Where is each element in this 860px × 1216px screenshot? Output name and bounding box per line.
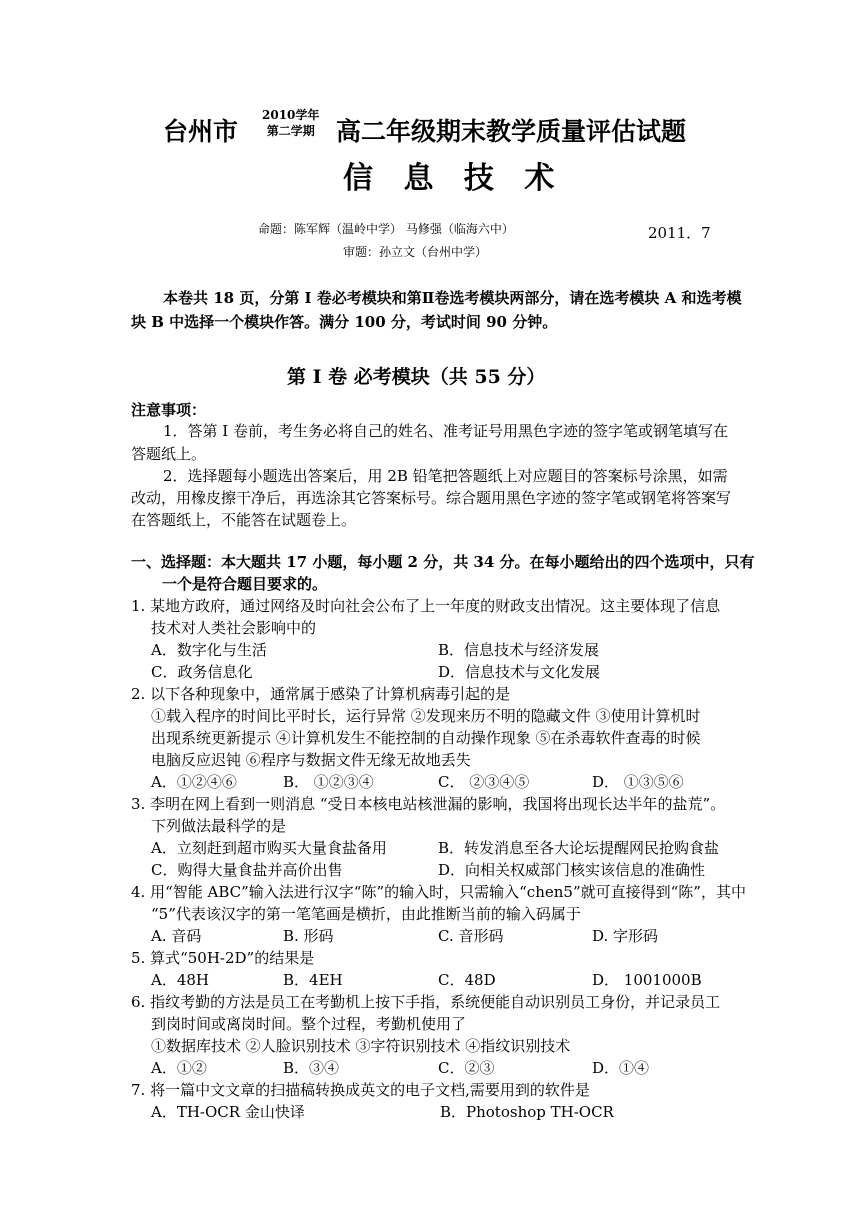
q6-stem-line-3: ①数据库技术 ②人脸识别技术 ③字符识别技术 ④指纹识别技术 (151, 1037, 571, 1055)
q2-option-b: B． ①②③④ (283, 773, 374, 791)
note-2-line-1: 2．选择题每小题选出答案后，用 2B 铅笔把答题纸上对应题目的答案标号涂黑，如需 (163, 467, 728, 485)
exam-date: 2011．7 (648, 224, 711, 242)
q6-option-c: C．②③ (438, 1059, 495, 1077)
q5-option-c: C．48D (438, 971, 496, 989)
q6-stem-line-1: 6. 指纹考勤的方法是员工在考勤机上按下手指，系统便能自动识别员工身份，并记录员工 (131, 993, 721, 1011)
q1-option-c: C．政务信息化 (151, 663, 253, 681)
q4-option-a: A. 音码 (151, 927, 202, 945)
q6-stem-line-2: 到岗时间或离岗时间。整个过程，考勤机使用了 (151, 1015, 467, 1033)
header-year: 2010学年 (262, 108, 320, 122)
q3-option-a: A．立刻赶到超市购买大量食盐备用 (151, 839, 387, 857)
authors-line: 命题：陈军辉（温岭中学） 马修强（临海六中） (258, 222, 514, 236)
q7-option-b: B．Photoshop TH-OCR (440, 1103, 614, 1121)
q2-option-c: C． ②③④⑤ (438, 773, 530, 791)
page-title: 高二年级期末教学质量评估试题 (336, 117, 687, 146)
q2-stem-line-3: 出现系统更新提示 ④计算机发生不能控制的自动操作现象 ⑤在杀毒软件查毒的时候 (151, 729, 701, 747)
q4-stem-line-2: “5”代表该汉字的第一笔笔画是横折，由此推断当前的输入码属于 (151, 905, 581, 923)
part1-heading-line-1: 一、选择题：本大题共 17 小题，每小题 2 分，共 34 分。在每小题给出的四个选项中，只有 (131, 553, 755, 571)
header-city: 台州市 (163, 117, 239, 146)
header-semester: 第二学期 (266, 124, 315, 138)
q4-option-b: B. 形码 (283, 927, 334, 945)
part1-heading-line-2: 一个是符合题目要求的。 (162, 575, 328, 593)
q2-stem-line-1: 2. 以下各种现象中，通常属于感染了计算机病毒引起的是 (131, 685, 511, 703)
note-2-line-2: 改动，用橡皮擦干净后，再选涂其它答案标号。综合题用黑色字迹的签字笔或钢笔将答案写 (131, 489, 732, 507)
note-1-line-1: 1．答第 I 卷前，考生务必将自己的姓名、准考证号用黑色字迹的签字笔或钢笔填写在 (163, 422, 729, 440)
reviewer-line: 审题：孙立文（台州中学） (343, 245, 488, 259)
q5-option-a: A．48H (151, 971, 210, 989)
q3-option-b: B．转发消息至各大论坛提醒网民抢购食盐 (438, 839, 720, 857)
q1-stem-line-2: 技术对人类社会影响中的 (151, 619, 317, 637)
q7-stem-line-1: 7. 将一篇中文文章的扫描稿转换成英文的电子文档,需要用到的软件是 (131, 1081, 590, 1099)
q4-option-c: C. 音形码 (438, 927, 504, 945)
q1-option-a: A．数字化与生活 (151, 641, 267, 659)
q2-stem-line-4: 电脑反应迟钝 ⑥程序与数据文件无缘无故地丢失 (151, 751, 471, 769)
q1-stem-line-1: 1. 某地方政府，通过网络及时向社会公布了上一年度的财政支出情况。这主要体现了信息 (131, 597, 721, 615)
q4-option-d: D. 字形码 (592, 927, 659, 945)
q3-stem-line-2: 下列做法最科学的是 (151, 817, 287, 835)
q6-option-d: D．①④ (592, 1059, 650, 1077)
note-1-line-2: 答题纸上。 (131, 445, 207, 463)
section-title: 第 I 卷 必考模块（共 55 分） (287, 366, 546, 388)
q3-stem-line-1: 3. 李明在网上看到一则消息 “受日本核电站核泄漏的影响，我国将出现长达半年的盐荒”。 (131, 795, 726, 813)
q5-option-b: B．4EH (283, 971, 343, 989)
notes-heading: 注意事项： (131, 401, 207, 419)
header-term (262, 107, 319, 139)
q3-option-c: C．购得大量食盐并高价出售 (151, 861, 343, 879)
q7-option-a: A．TH-OCR 金山快译 (151, 1103, 305, 1121)
q2-option-d: D． ①③⑤⑥ (592, 773, 684, 791)
q5-stem-line-1: 5. 算式“50H-2D”的结果是 (131, 949, 315, 967)
q5-option-d: D． 1001000B (592, 971, 702, 989)
intro-line-2: 块 B 中选择一个模块作答。满分 100 分，考试时间 90 分钟。 (131, 313, 558, 331)
intro-line-1: 本卷共 18 页，分第 I 卷必考模块和第Ⅱ卷选考模块两部分，请在选考模块 A 和选考模 (163, 289, 742, 307)
note-2-line-3: 在答题纸上，不能答在试题卷上。 (131, 511, 357, 529)
q3-option-d: D．向相关权威部门核实该信息的准确性 (438, 861, 706, 879)
q2-stem-line-2: ①载入程序的时间比平时长，运行异常 ②发现来历不明的隐藏文件 ③使用计算机时 (151, 707, 701, 725)
q1-option-b: B．信息技术与经济发展 (438, 641, 600, 659)
q6-option-b: B．③④ (283, 1059, 340, 1077)
subject-title: 信 息 技 术 (343, 161, 565, 196)
q1-option-d: D．信息技术与文化发展 (438, 663, 601, 681)
q6-option-a: A．①② (151, 1059, 207, 1077)
q4-stem-line-1: 4. 用“智能 ABC”输入法进行汉字“陈”的输入时，只需输入“chen5”就可直接得到“陈”，其中 (131, 883, 746, 901)
q2-option-a: A．①②④⑥ (151, 773, 237, 791)
